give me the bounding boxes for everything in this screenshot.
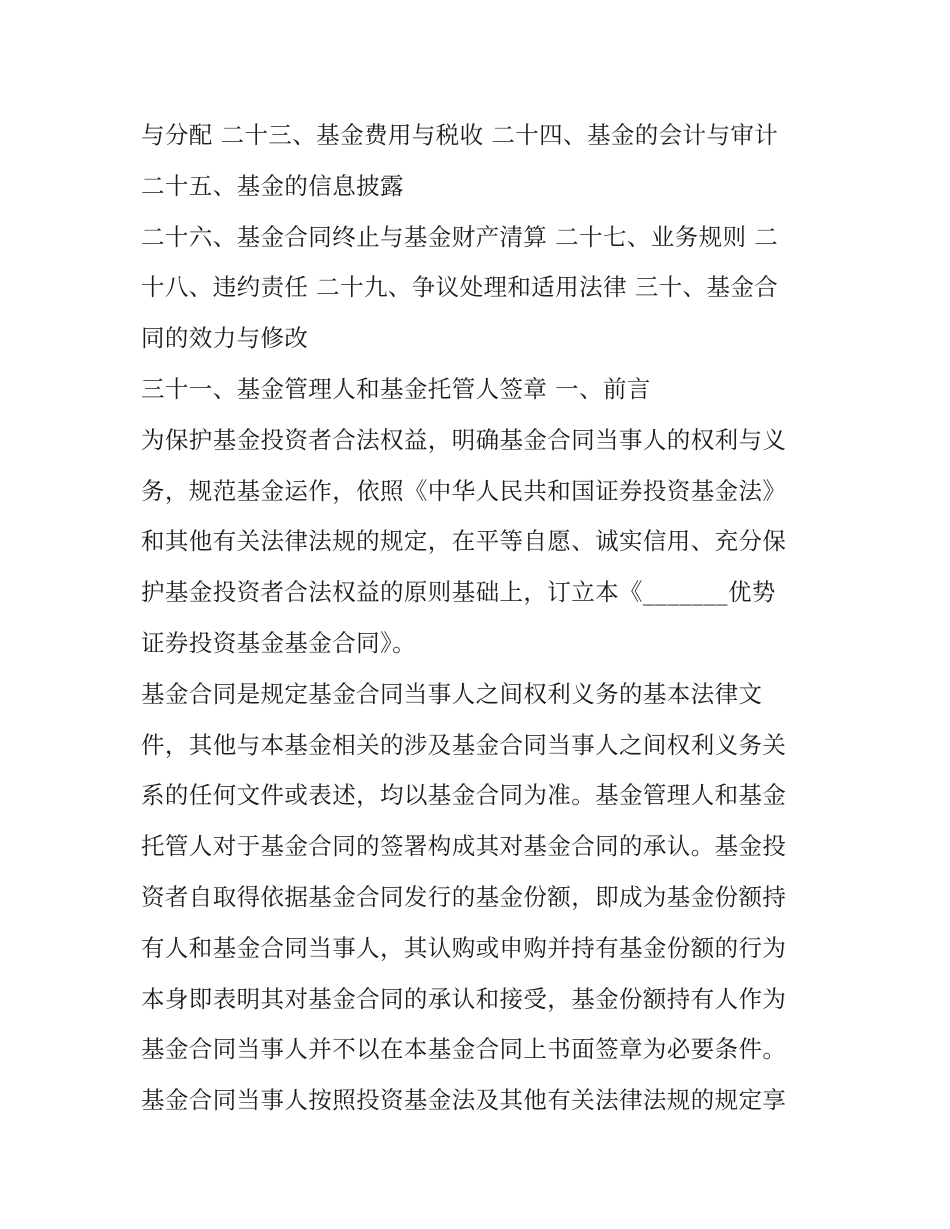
text-line: 托管人对于基金合同的签署构成其对基金合同的承认。基金投: [141, 832, 787, 861]
text-line: 护基金投资者合法权益的原则基础上，订立本《_______优势: [141, 578, 776, 607]
text-line: 系的任何文件或表述，均以基金合同为准。基金管理人和基金: [141, 781, 787, 810]
text-line: 为保护基金投资者合法权益，明确基金合同当事人的权利与义: [141, 425, 787, 454]
text-line: 件，其他与本基金相关的涉及基金合同当事人之间权利义务关: [141, 730, 787, 759]
text-line: 同的效力与修改: [141, 324, 309, 353]
text-line: 有人和基金合同当事人，其认购或申购并持有基金份额的行为: [141, 933, 787, 962]
text-line: 证券投资基金基金合同》。: [141, 628, 417, 657]
text-line: 三十一、基金管理人和基金托管人签章 一、前言: [141, 374, 651, 403]
text-line: 与分配 二十三、基金费用与税收 二十四、基金的会计与审计: [141, 121, 779, 149]
text-line: 和其他有关法律法规的规定，在平等自愿、诚实信用、充分保: [141, 527, 787, 556]
text-line: 十八、违约责任 二十九、争议处理和适用法律 三十、基金合: [141, 273, 779, 302]
text-line: 本身即表明其对基金合同的承认和接受，基金份额持有人作为: [141, 984, 787, 1013]
text-line: 基金合同是规定基金合同当事人之间权利义务的基本法律文: [141, 679, 763, 708]
text-line: 二十六、基金合同终止与基金财产清算 二十七、业务规则 二: [141, 222, 779, 251]
text-line: 务，规范基金运作，依照《中华人民共和国证券投资基金法》: [141, 476, 787, 505]
text-line: 二十五、基金的信息披露: [141, 171, 404, 200]
text-line: 基金合同当事人按照投资基金法及其他有关法律法规的规定享: [141, 1086, 787, 1115]
text-line: 基金合同当事人并不以在本基金合同上书面签章为必要条件。: [141, 1035, 787, 1064]
document-body: [141, 110, 821, 1126]
text-line: 资者自取得依据基金合同发行的基金份额，即成为基金份额持: [141, 882, 787, 911]
